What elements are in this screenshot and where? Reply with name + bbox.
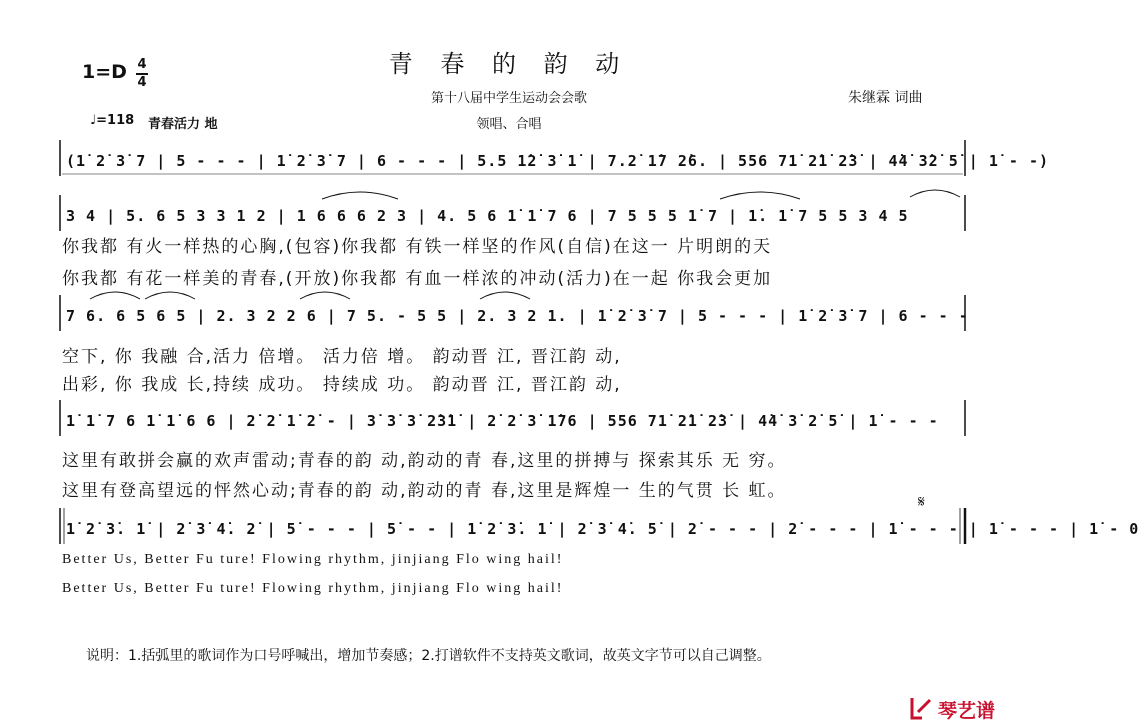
tempo-marking: ♩=118 [90, 113, 135, 128]
english-lyric-line-1: Better Us, Better Fu ture! Flowing rhythm, jinjiang Flo wing hail! [62, 552, 564, 567]
staff-2 [60, 205, 965, 229]
site-logo [908, 694, 1006, 722]
staff-3 [60, 305, 969, 329]
song-subtitle: 第十八届中学生运动会会歌 [430, 91, 587, 106]
key-signature: 1=D [82, 61, 127, 83]
staff-2-notes: 3 4 | 5. 6 5 3 3 1 2 | 1 6 6 6 2 3 | 4. 5 6 1̇ 1̇ 7 6 | 7 5 5 5 1̇ 7 | 1̇. 1̇ 7 5 5 3 4 5 [66, 207, 909, 225]
lyric-line-5: 这里有敢拼会赢的欢声雷动;青春的韵 动,韵动的青 春,这里的拼搏与 探索其乐 无 穷。 [62, 451, 787, 471]
time-signature-bottom: 4 [137, 75, 147, 90]
lyric-line-4: 出彩, 你 我成 长,持续 成功。 持续成 功。 韵动晋 江, 晋江韵 动, [62, 375, 622, 395]
staff-4-notes: 1̇ 1̇ 7 6 1̇ 1̇ 6 6 | 2̇ 2̇ 1̇ 2̇ - | 3̇ 3̇ 3̇ 2̇3̇1̇ | 2̇ 2̇ 3̇ 1̇76 | 556 71̇ 2̇1̇ 2̇3̇ | 4̇4̇ 3̇ 2̇ 5̇ | 1̇ - - - [66, 412, 939, 430]
lyric-line-3: 空下, 你 我融 合,活力 倍增。 活力倍 增。 韵动晋 江, 晋江韵 动, [62, 347, 622, 367]
performance-form: 领唱、合唱 [476, 117, 542, 132]
staff-1-notes: (1̇ 2̇ 3̇ 7 | 5 - - - | 1̇ 2̇ 3̇ 7 | 6 - - - | 5.5 1̇2̇ 3̇ 1̇ | 7.2̇ 1̇7 2̇6. | 556 71̇ 2̇1̇ 2̇3̇ | 4̇4̇ 3̇2̇ 5̇ | 1̇ - -) [66, 152, 1050, 170]
time-signature [136, 58, 148, 90]
logo-mark-icon [908, 694, 936, 722]
segno-sign: 𝄋 [918, 492, 925, 511]
lyric-line-2: 你我都 有花一样美的青春,(开放)你我都 有血一样浓的冲动(活力)在一起 你我会更加 [62, 269, 773, 289]
staff-3-notes: 7 6. 6 5 6 5 | 2. 3 2 2 6 | 7 5. - 5 5 | 2. 3 2 1. | 1̇ 2̇ 3̇ 7 | 5 - - - | 1̇ 2̇ 3̇ 7 | 6 - - - [66, 307, 969, 325]
logo-text: 琴艺谱 [938, 700, 996, 722]
expression-marking: 青春活力 地 [148, 117, 218, 132]
composer-credit: 朱继霖 词曲 [848, 90, 923, 106]
english-lyric-line-2: Better Us, Better Fu ture! Flowing rhythm, jinjiang Flo wing hail! [62, 581, 564, 596]
time-signature-top: 4 [137, 57, 147, 72]
staff-5 [60, 518, 1139, 542]
lyric-line-6: 这里有登高望远的怦然心动;青春的韵 动,韵动的青 春,这里是辉煌一 生的气贯 长 虹。 [62, 481, 787, 501]
staff-5-notes: 1̇ 2̇ 3̇. 1̇ | 2̇ 3̇ 4̇. 2̇ | 5̇ - - - | 5̇ - - | 1̇ 2̇ 3̇. 1̇ | 2̇ 3̇ 4̇. 5̇ | 2̇ - - - | 2̇ - - - | 1̇ - - - | 1̇ - - - | 1̇ - 0 [66, 520, 1139, 538]
footnote: 说明：1.括弧里的歌词作为口号呼喊出，增加节奏感；2.打谱软件不支持英文歌词，故英文字节可以自己调整。 [86, 648, 771, 664]
song-title: 青 春 的 韵 动 [388, 50, 630, 78]
staff-4 [60, 410, 965, 434]
lyric-line-1: 你我都 有火一样热的心胸,(包容)你我都 有铁一样坚的作风(自信)在这一 片明朗的天 [62, 237, 773, 257]
staff-1 [60, 150, 1050, 174]
